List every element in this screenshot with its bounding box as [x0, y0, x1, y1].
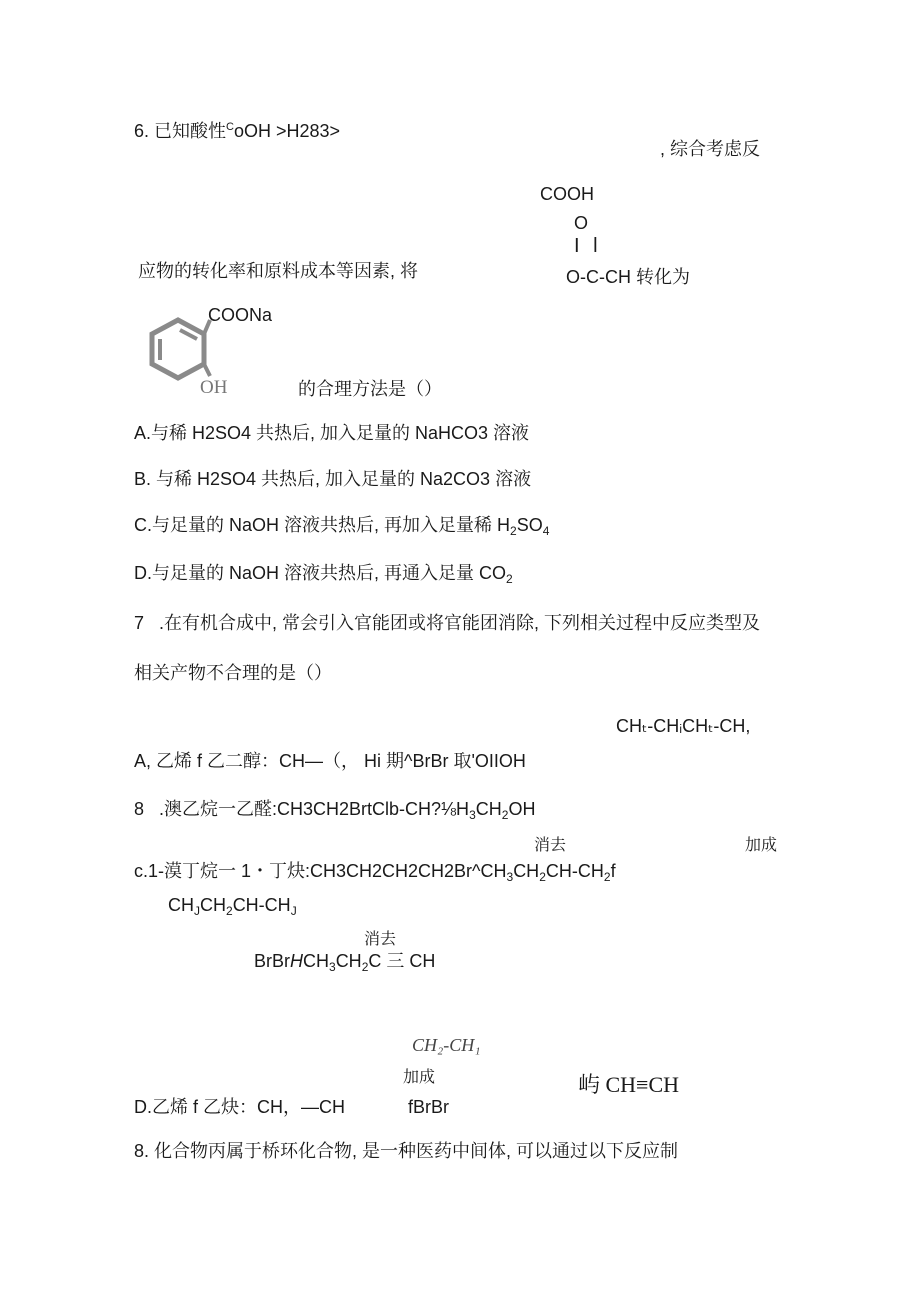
q6-option-c: C.与足量的 NaOH 溶液共热后, 再加入足量稀 $H_2SO_4$: [134, 515, 550, 538]
q7-label-addition-2: 加成: [403, 1069, 436, 1086]
q7-label-addition-1: 加成: [745, 837, 778, 854]
q6-option-a: A.与稀 H2SO4 共热后, 加入足量的 NaHCO3 溶液: [134, 423, 530, 443]
q6-stem-line1: 6. 已知酸性$^C$oOH >H283>: [134, 121, 341, 141]
q6-coona-label: COONa: [208, 305, 273, 325]
q7-option-c: c.1-漠丁烷一 1・丁炔$:CH3CH2CH2CH2Br\^{}CH_3CH_2CH-CH_2f$: [134, 861, 616, 884]
q6-ester-group: O-C-CH 转化为: [566, 267, 691, 287]
q8-stem-line1: 8. 化合物丙属于桥环化合物, 是一种医药中间体, 可以通过以下反应制: [134, 1141, 679, 1161]
q6-oh-label: OH: [200, 377, 228, 398]
q6-option-b: B. 与稀 H2SO4 共热后, 加入足量的 Na2CO3 溶液: [134, 469, 532, 489]
q6-stem-line3: 的合理方法是（）: [298, 379, 442, 399]
q6-option-d: D.与足量的 NaOH 溶液共热后, 再通入足量 $CO_2$: [134, 563, 513, 586]
q7-option-b: 8 .澳乙烷一乙醛$:CH3CH2BrtClb-CH?\frac{1}{8}H_3CH_2OH$: [134, 799, 536, 822]
q6-double-bond-mark: I l: [574, 235, 602, 257]
q7-option-a-top-formula: CHₜ-CHᵢCHₜ-CH,: [616, 716, 751, 736]
q6-stem-line2: 应物的转化率和原料成本等因素, 将: [138, 261, 419, 281]
q7-option-d: D.乙烯 f 乙炔：CH，—CH: [134, 1097, 345, 1117]
q6-cooh-label: COOH: [540, 184, 594, 204]
q7-option-d-top-formula: CH₂-CH₁: [412, 1035, 481, 1055]
q7-option-c-line3: $BrBrHCH_3CH_2C$ 三 CH: [254, 951, 436, 974]
q7-label-elimination-2: 消去: [364, 931, 397, 948]
q7-option-d-product: 屿 CH≡CH: [578, 1072, 680, 1097]
q6-carbonyl-o-label: O: [574, 213, 589, 233]
q7-stem-line1: 7 .在有机合成中, 常会引入官能团或将官能团消除, 下列相关过程中反应类型及: [134, 613, 761, 633]
q6-stem-line1-right: , 综合考虑反: [660, 139, 761, 159]
q7-option-d-reagent: fBrBr: [408, 1097, 450, 1117]
q7-stem-line2: 相关产物不合理的是（）: [134, 663, 332, 683]
q7-label-elimination-1: 消去: [534, 837, 567, 854]
q7-option-a: A, 乙烯 f 乙二醇：CH—（， Hi 期^BrBr 取'OIIOH: [134, 751, 526, 771]
q7-option-c-line2: $CH_JCH_2CH-CH_J$: [168, 895, 297, 918]
